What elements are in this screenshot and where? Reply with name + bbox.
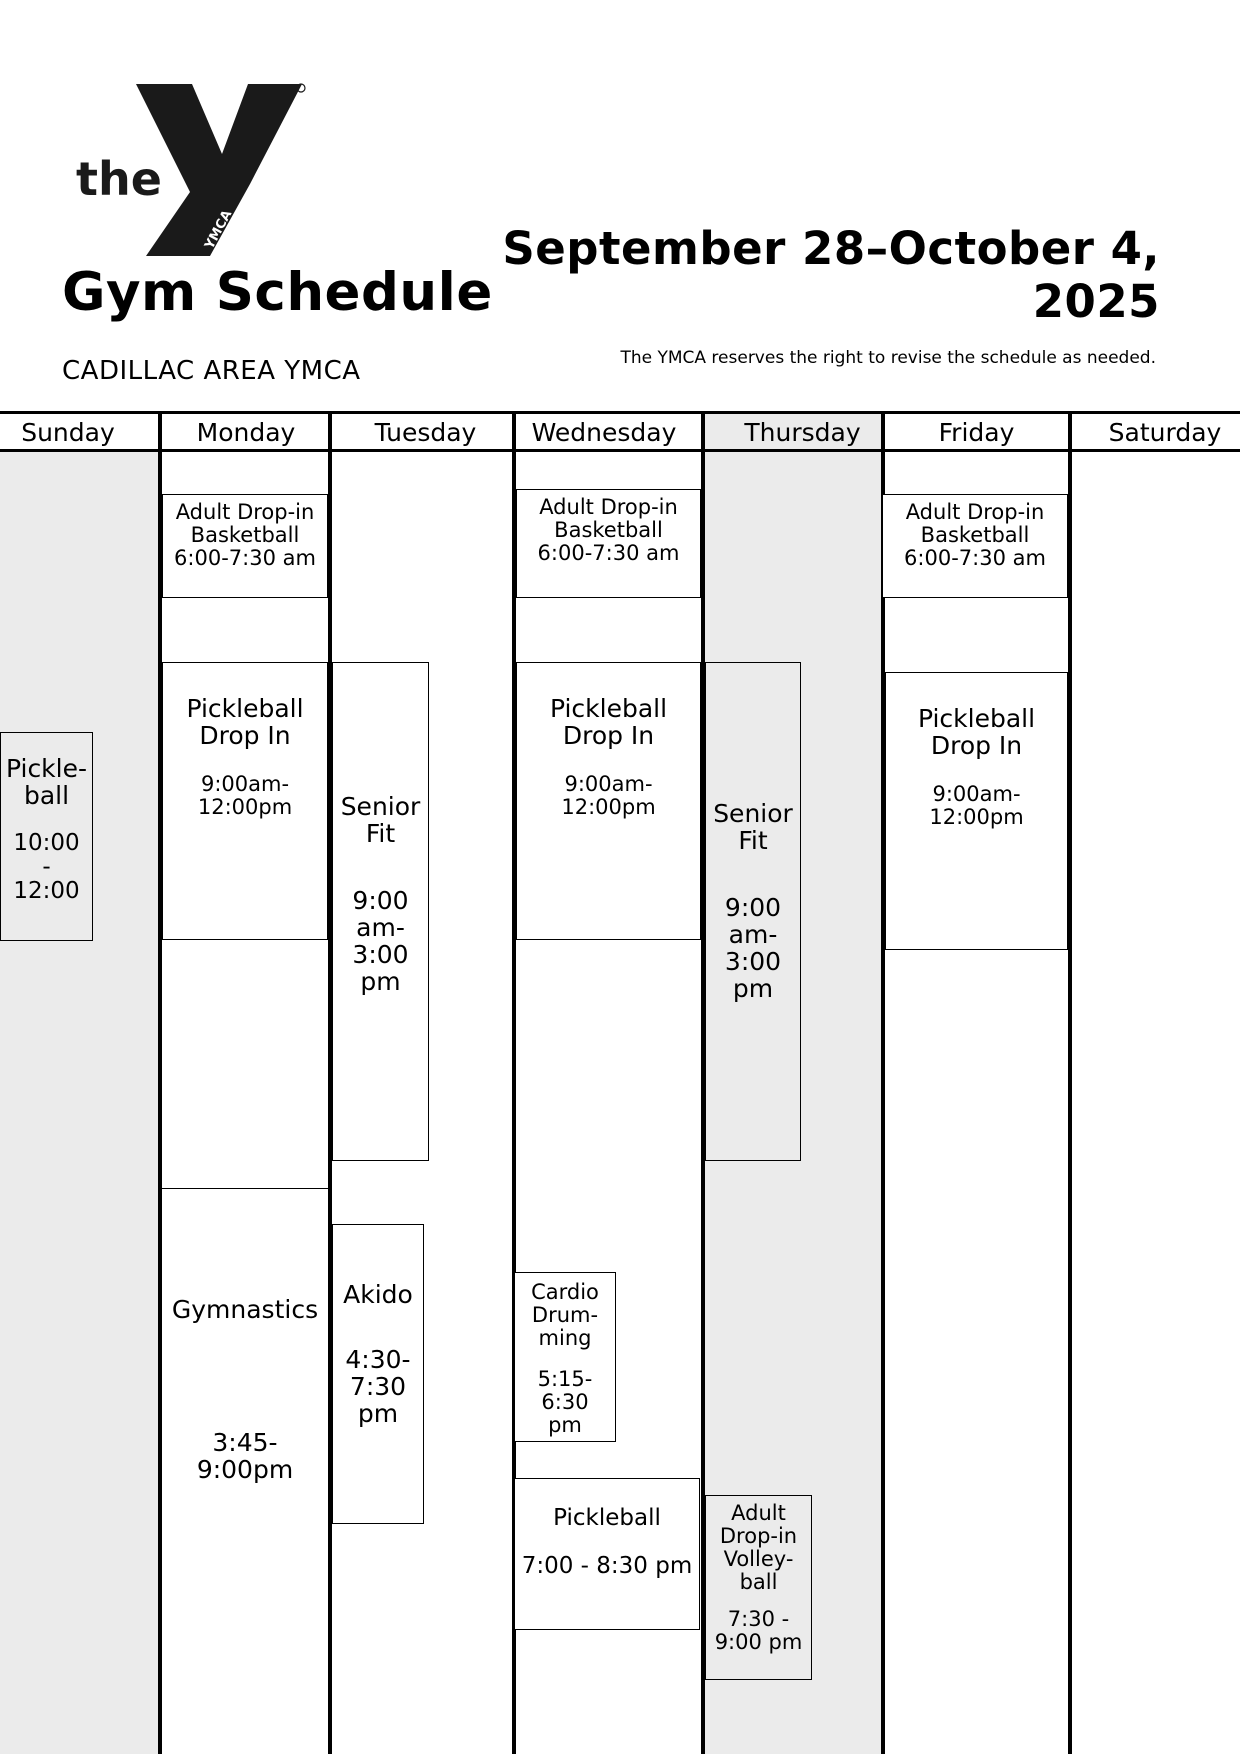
- date-line-2: 2025: [1032, 275, 1160, 328]
- event-thursday-volleyball[interactable]: [705, 1495, 812, 1680]
- event-name: Cardio Drum- ming: [531, 1280, 599, 1350]
- event-friday-basketball[interactable]: [882, 494, 1068, 598]
- event-time: 7:00 - 8:30 pm: [521, 1553, 693, 1579]
- event-tuesday-akido[interactable]: [332, 1224, 424, 1524]
- event-time: 9:00am- 12:00pm: [197, 772, 293, 819]
- event-time: 7:30 - 9:00 pm: [714, 1607, 803, 1654]
- ymca-logo: [72, 80, 306, 260]
- page-title: Gym Schedule: [62, 262, 493, 323]
- event-wednesday-pickleball-evening[interactable]: [514, 1478, 700, 1630]
- event-tuesday-senior-fit[interactable]: [332, 662, 429, 1161]
- date-range: [500, 222, 1160, 328]
- event-name: Adult Drop-in Basketball 6:00-7:30 am: [537, 495, 680, 565]
- event-time: 9:00am- 12:00pm: [561, 772, 656, 819]
- event-name: Pickle- ball: [5, 754, 88, 810]
- logo-sub: YMCA: [202, 207, 236, 252]
- event-time: 4:30- 7:30 pm: [345, 1345, 411, 1428]
- col-line-5: [881, 412, 885, 1754]
- day-monday: Monday: [196, 418, 296, 447]
- revision-notice: The YMCA reserves the right to revise the schedule as needed.: [620, 348, 1156, 368]
- organization-name: CADILLAC AREA YMCA: [62, 356, 361, 386]
- event-thursday-senior-fit[interactable]: [705, 662, 801, 1161]
- event-time: 10:00 - 12:00: [13, 830, 80, 904]
- col-line-6: [1068, 412, 1072, 1754]
- header-top-line: [0, 411, 1240, 414]
- day-sunday: Sunday: [21, 418, 115, 447]
- event-name: Adult Drop-in Volley- ball: [719, 1501, 798, 1594]
- day-saturday: Saturday: [1108, 418, 1222, 447]
- event-monday-gymnastics[interactable]: [162, 1188, 328, 1754]
- event-name: Pickleball Drop In: [186, 694, 304, 750]
- event-sunday-pickleball[interactable]: [0, 732, 93, 941]
- event-name: Pickleball: [553, 1505, 661, 1531]
- event-wednesday-cardio-drumming[interactable]: [514, 1272, 616, 1442]
- logo-word: the: [76, 152, 162, 206]
- event-monday-basketball[interactable]: [162, 494, 328, 598]
- event-time: 3:45- 9:00pm: [196, 1428, 294, 1484]
- day-friday: Friday: [938, 418, 1015, 447]
- event-name: Adult Drop-in Basketball 6:00-7:30 am: [174, 500, 316, 570]
- day-tuesday: Tuesday: [374, 418, 477, 447]
- day-thursday: Thursday: [744, 418, 861, 447]
- event-name: Senior Fit: [340, 792, 421, 848]
- event-name: Gymnastics: [171, 1295, 319, 1324]
- event-name: Pickleball Drop In: [549, 694, 668, 750]
- event-wednesday-basketball[interactable]: [516, 489, 701, 598]
- event-wednesday-pickleball[interactable]: [516, 662, 701, 940]
- event-monday-pickleball[interactable]: [162, 662, 328, 940]
- event-time: 9:00 am- 3:00 pm: [724, 893, 782, 1003]
- event-friday-pickleball[interactable]: [885, 672, 1068, 950]
- event-name: Senior Fit: [713, 799, 793, 855]
- event-time: 5:15- 6:30 pm: [537, 1367, 593, 1437]
- event-name: Adult Drop-in Basketball 6:00-7:30 am: [904, 500, 1046, 570]
- event-name: Pickleball Drop In: [917, 704, 1036, 760]
- sunday-shade: [0, 451, 160, 1754]
- day-wednesday: Wednesday: [531, 418, 677, 447]
- event-name: Akido: [343, 1280, 413, 1309]
- event-time: 9:00am- 12:00pm: [929, 782, 1024, 829]
- event-time: 9:00 am- 3:00 pm: [352, 886, 409, 996]
- date-line-1: September 28–October 4,: [502, 222, 1160, 275]
